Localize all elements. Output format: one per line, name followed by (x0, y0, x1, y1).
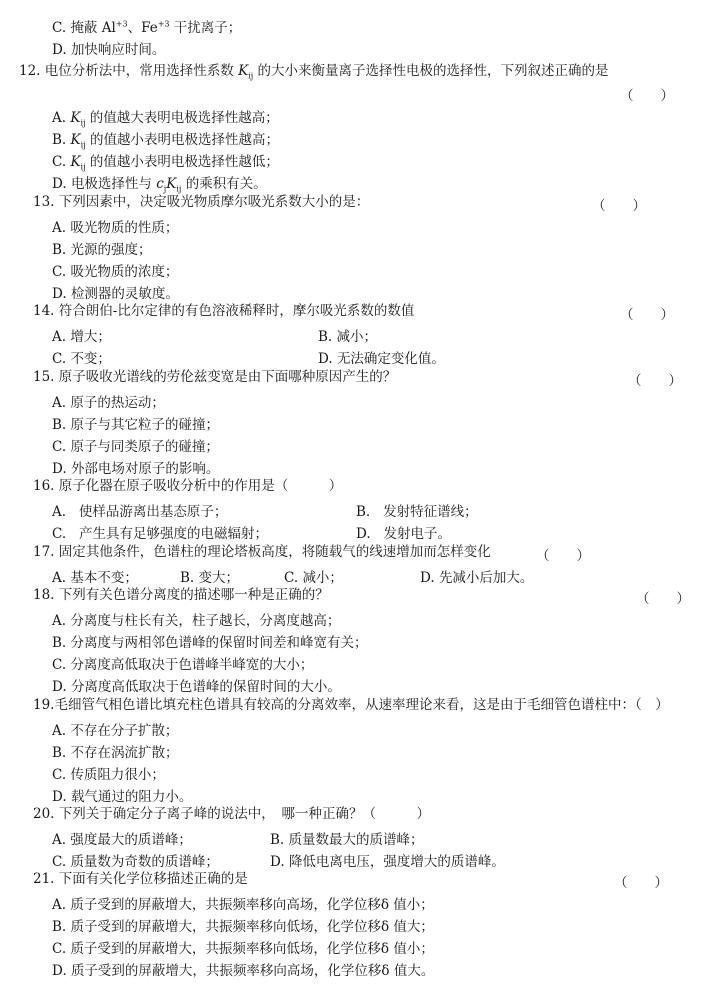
question-15-answer-blank: （ ） (628, 373, 682, 389)
q21-option-a: A. 质子受到的屏蔽增大，共振频率移向高场，化学位移δ 值小； (52, 897, 434, 913)
q16-option-c: C. 产生具有足够强度的电磁辐射； (52, 526, 269, 542)
q18-option-b: B. 分离度与两相邻色谱峰的保留时间差和峰宽有关； (52, 635, 368, 651)
q20-option-b: B. 质量数最大的质谱峰； (270, 832, 424, 848)
question-13-stem: 13. 下列因素中，决定吸光物质摩尔吸光系数大小的是： (33, 194, 370, 210)
q19-option-b: B. 不存在涡流扩散； (52, 745, 179, 761)
question-20-stem: 20. 下列关于确定分子离子峰的说法中， 哪一种正确？（ ） (33, 806, 431, 822)
q13-option-c: C. 吸光物质的浓度； (52, 264, 179, 280)
q13-option-b: B. 光源的强度； (52, 242, 152, 258)
q20-option-c: C. 质量数为奇数的质谱峰； (52, 854, 219, 870)
question-17-answer-blank: （ ） (536, 548, 590, 564)
q19-option-c: C. 传质阻力很小； (52, 767, 165, 783)
q15-option-d: D. 外部电场对原子的影响。 (52, 461, 220, 477)
question-17-stem: 17. 固定其他条件，色谱柱的理论塔板高度，将随载气的线速增加而怎样变化 (33, 544, 491, 560)
question-21-answer-blank: （ ） (614, 875, 668, 891)
q12-option-b: B. $K_{ij}$ 的值越小表明电极选择性越高； (52, 132, 279, 150)
question-21-stem: 21. 下面有关化学位移描述正确的是 (33, 871, 248, 887)
question-14-stem: 14. 符合朗伯-比尔定律的有色溶液稀释时，摩尔吸光系数的数值 (33, 303, 415, 319)
q20-option-a: A. 强度最大的质谱峰； (52, 832, 192, 848)
question-19-stem: 19.毛细管气相色谱比填充柱色谱具有较高的分离效率，从速率理论来看，这是由于毛细管色谱柱中：（ ） (33, 697, 669, 713)
q19-option-d: D. 载气通过的阻力小。 (52, 789, 193, 805)
q17-option-b: B. 变大； (180, 570, 240, 586)
q14-option-a: A. 增大； (52, 329, 111, 345)
q19-option-a: A. 不存在分子扩散； (52, 723, 179, 739)
question-15-stem: 15. 原子吸收光谱线的劳伦兹变宽是由下面哪种原因产生的？ (33, 369, 397, 385)
q17-option-a: A. 基本不变； (52, 570, 138, 586)
question-13-answer-blank: （ ） (592, 198, 646, 214)
q11-option-d: D. 加快响应时间。 (52, 42, 166, 58)
q12-option-c: C. $K_{ij}$ 的值越小表明电极选择性越低； (52, 154, 279, 172)
q21-option-c: C. 质子受到的屏蔽增大，共振频率移向低场，化学位移δ 值小； (52, 941, 434, 957)
q11-option-c: C. 掩蔽 $Al^{+3}$、$Fe^{+3}$ 干扰离子； (52, 19, 242, 36)
q16-option-a: A. 使样品游离出基态原子； (52, 504, 228, 520)
question-14-answer-blank: （ ） (620, 307, 674, 323)
q20-option-d: D. 降低电离电压，强度增大的质谱峰。 (270, 854, 505, 870)
q21-option-d: D. 质子受到的屏蔽增大，共振频率移向高场，化学位移δ 值大。 (52, 963, 435, 979)
q15-option-b: B. 原子与其它粒子的碰撞； (52, 417, 220, 433)
question-18-stem: 18. 下列有关色谱分离度的描述哪一种是正确的？ (33, 587, 329, 603)
q21-option-b: B. 质子受到的屏蔽增大，共振频率移向低场，化学位移δ 值大； (52, 919, 434, 935)
question-12-stem: 12. 电位分析法中，常用选择性系数 $K_{ij}$ 的大小来衡量离子选择性电极的选择性，下列叙述正确的是 (19, 63, 609, 81)
q14-option-c: C. 不变； (52, 351, 111, 367)
q12-option-a: A. $K_{ij}$ 的值越大表明电极选择性越高； (52, 110, 279, 128)
q15-option-c: C. 原子与同类原子的碰撞； (52, 439, 219, 455)
q15-option-a: A. 原子的热运动； (52, 395, 165, 411)
question-12-answer-blank: （ ） (620, 88, 674, 104)
q13-option-a: A. 吸光物质的性质； (52, 220, 179, 236)
question-18-answer-blank: （ ） (636, 591, 690, 607)
q13-option-d: D. 检测器的灵敏度。 (52, 286, 179, 302)
q18-option-d: D. 分离度高低取决于色谱峰的保留时间的大小。 (52, 679, 341, 695)
q17-option-c: C. 减小； (284, 570, 343, 586)
q17-option-d: D. 先减小后加大。 (420, 570, 534, 586)
q14-option-d: D. 无法确定变化值。 (318, 351, 445, 367)
q14-option-b: B. 减小； (318, 329, 378, 345)
q16-option-b: B. 发射特征谱线； (356, 504, 478, 520)
question-16-stem: 16. 原子化器在原子吸收分析中的作用是（ ） (33, 478, 343, 494)
q16-option-d: D. 发射电子。 (356, 526, 452, 542)
q18-option-c: C. 分离度高低取决于色谱峰半峰宽的大小； (52, 657, 314, 673)
q18-option-a: A. 分离度与柱长有关，柱子越长，分离度越高； (52, 613, 341, 629)
q12-option-d: D. 电极选择性与 $c_jK_{ij}$ 的乘积有关。 (52, 176, 267, 194)
